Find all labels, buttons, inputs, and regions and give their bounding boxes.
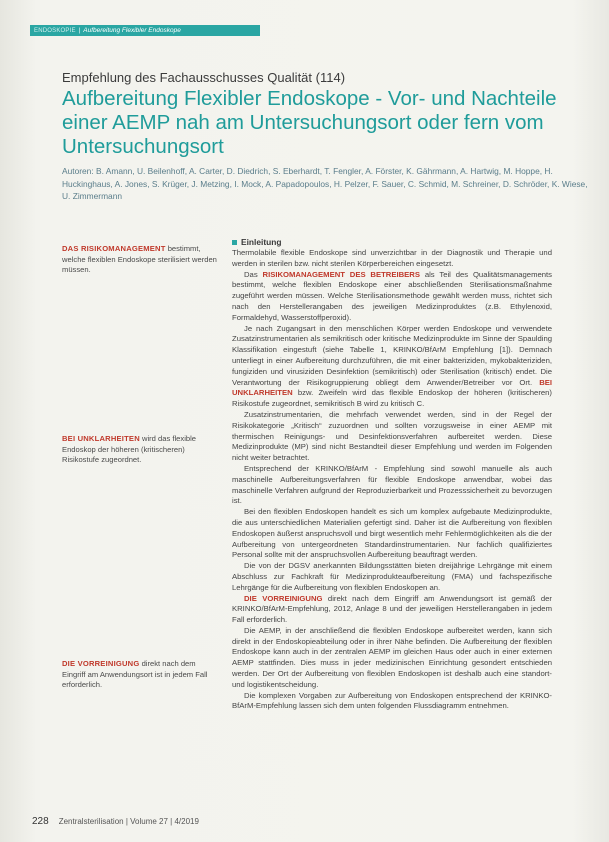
running-header [30, 25, 260, 36]
paragraph-text: Je nach Zugangsart in den menschlichen Körper werden Endoskope und verwendete Zusatzinstrumentarien als semikritisch oder kritische Medizinprodukte im Sinne der Spaulding Klassifikation eingestuft (siehe Tabelle 1, KRINKO/BfArM Empfehlung [1]). Demnach unterliegt in einer Aufbereitung durchzuführen, die mit einer bakteriziden, mykobakteriziden, fungiziden und virusiziden Desinfektion (semikritisch) oder Sterilisation (kritisch) endet. Die Verantwortung der Risikogruppierung obliegt dem Anwender/Betreiber vor Ort. [232, 323, 552, 387]
sidenote-text: wird das flexible Endoskop der höheren (kritischeren) Risikostufe zugeordnet. [62, 434, 197, 465]
section-bullet-icon [232, 240, 237, 245]
paragraph-text: Das [244, 269, 263, 279]
header-separator: | [78, 27, 81, 34]
paragraph: Bei den flexiblen Endoskopen handelt es sich um komplex aufgebaute Medizinprodukte, die aus unterschiedlichen Materialien gefertigt sind. Daher ist die Aufbereitung von flexiblen Endoskopen äußerst anspruchsvoll und birgt wesentlich mehr Fehlermöglichkeiten als die der Aufbereitung von untergeordneten Standardinstrumentarien. Nur fachlich qualifiziertes Personal sollte mit der anspruchsvollen Aufbereitung beauftragt werden. [232, 507, 552, 560]
header-running-title: Aufbereitung Flexibler Endoskope [83, 27, 181, 34]
section-heading [232, 237, 281, 247]
page-footer [32, 816, 199, 827]
article-kicker: Empfehlung des Fachausschusses Qualität (114) [62, 70, 346, 85]
sidenote [62, 434, 217, 466]
paragraph: Die AEMP, in der anschließend die flexiblen Endoskope aufbereitet werden, kann sich direkt in der Endoskopieabteilung oder in ihrer Nähe befinden. Die Aufbereitung der flexiblen Endoskope kann auch in der zentralen AEMP im gleichen Haus oder auch in einer externen AEMP stattfinden. Dies muss in jeder medizinischen Einrichtung gesondert entschieden werden. Der Ort der Aufbereitung von flexiblen Endoskopen ist deshalb auch eine standort- und logistikentscheidung. [232, 625, 552, 689]
paragraph-text: als Teil des Qualitätsmanagements bestimmt, welche flexiblen Endoskope einer abschließenden Sterilisationsmaßnahme zugeführt werden müssen. Welche Sterilisationsmethode gewählt werden muss, richtet sich nach den Herstellerangaben des jeweiligen Medizinproduktes (z.B. Ethylenoxid, Formaldehyd, Wasserstoffperoxid). [232, 269, 552, 322]
header-section: ENDOSKOPIE [34, 27, 76, 34]
article-title: Aufbereitung Flexibler Endoskope - Vor- und Nachteile einer AEMP nah am Untersuchungsort oder fern vom Untersuchungsort [62, 87, 557, 158]
paragraph-text: bzw. Zweifeln wird das flexible Endoskop der höheren (kritischeren) Risikostufe zugeordnet, semikritisch B wird zu kritisch C. [232, 388, 552, 409]
page-number: 228 [32, 816, 49, 827]
paragraph-text: direkt nach dem Eingriff am Anwendungsort ist gemäß der KRINKO/BfArM-Empfehlung, 2012, Anlage 8 und der jeweiligen Herstellerangaben in jedem Fall erforderlich. [232, 593, 552, 625]
body-column [232, 248, 552, 712]
author-list: Autoren: B. Amann, U. Beilenhoff, A. Carter, D. Diedrich, S. Eberhardt, T. Fengler, A. Förster, K. Gährmann, A. Hartwig, M. Hoppe, H. Huckinghaus, A. Jones, S. Krüger, J. Metzing, I. Mock, A. Papadopoulos, H. Pelzer, F. Sauer, C. Schmid, M. Schreiner, D. Schröder, K. Wiese, U. Zimmermann [62, 166, 588, 201]
paragraph: Entsprechend der KRINKO/BfArM - Empfehlung sind sowohl manuelle als auch maschinelle Aufbereitungsverfahren für flexible Endoskope anwendbar, wobei das maschinelle Verfahren aufgrund der Reproduzierbarkeit und Prozesssicherheit zu bevorzugen ist. [232, 463, 552, 506]
paragraph: Die von der DGSV anerkannten Bildungsstätten bieten dreijährige Lehrgänge mit einem Abschluss zur Fachkraft für Medizinprodukteaufbereitung (FMA) und fachspezifische Lehrgänge für die Aufbereitung von flexiblen Endoskopen an. [232, 561, 552, 592]
keyword-highlight: BEI UNKLARHEITEN [232, 377, 553, 398]
sidenote-keyword: BEI UNKLARHEITEN [62, 434, 140, 443]
paragraph: Die komplexen Vorgaben zur Aufbereitung von Endoskopen entsprechend der KRINKO-BfArM-Empfehlung lassen sich dem unten folgenden Flussdiagramm entnehmen. [232, 690, 552, 711]
sidenote [62, 244, 217, 276]
keyword-highlight: RISIKOMANAGEMENT DES BETREIBERS [262, 269, 420, 279]
sidenote-keyword: DAS RISIKOMANAGEMENT [62, 244, 166, 253]
sidenote-text: bestimmt, welche flexiblen Endoskope sterilisiert werden müssen. [62, 244, 217, 275]
sidenote-text: direkt nach dem Eingriff am Anwendungsort ist in jedem Fall erforderlich. [62, 659, 208, 690]
section-heading-label: Einleitung [241, 237, 282, 247]
sidenote-keyword: DIE VORREINIGUNG [62, 659, 140, 668]
paragraph [232, 270, 552, 324]
paragraph [232, 594, 552, 626]
keyword-highlight: DIE VORREINIGUNG [244, 593, 323, 603]
paragraph: Zusatzinstrumentarien, die mehrfach verwendet werden, sind in der Regel der Risikokategorie „Kritisch“ zuzuordnen und sollten vorzugsweise in einer AEMP mit thermischen Reinigungs- und Desinfektionsverfahren aufbereitet werden. Diese Medizinprodukte (MP) sind nicht Bestandteil dieser Empfehlung und werden im Folgenden nicht weiter betrachtet. [232, 409, 552, 463]
sidenote [62, 659, 217, 691]
paragraph: Thermolabile flexible Endoskope sind unverzichtbar in der Diagnostik und Therapie und werden in sterilen bzw. nicht sterilen Körperbereichen eingesetzt. [232, 248, 552, 268]
journal-citation: Zentralsterilisation | Volume 27 | 4/2019 [58, 817, 199, 826]
paragraph [232, 324, 552, 410]
